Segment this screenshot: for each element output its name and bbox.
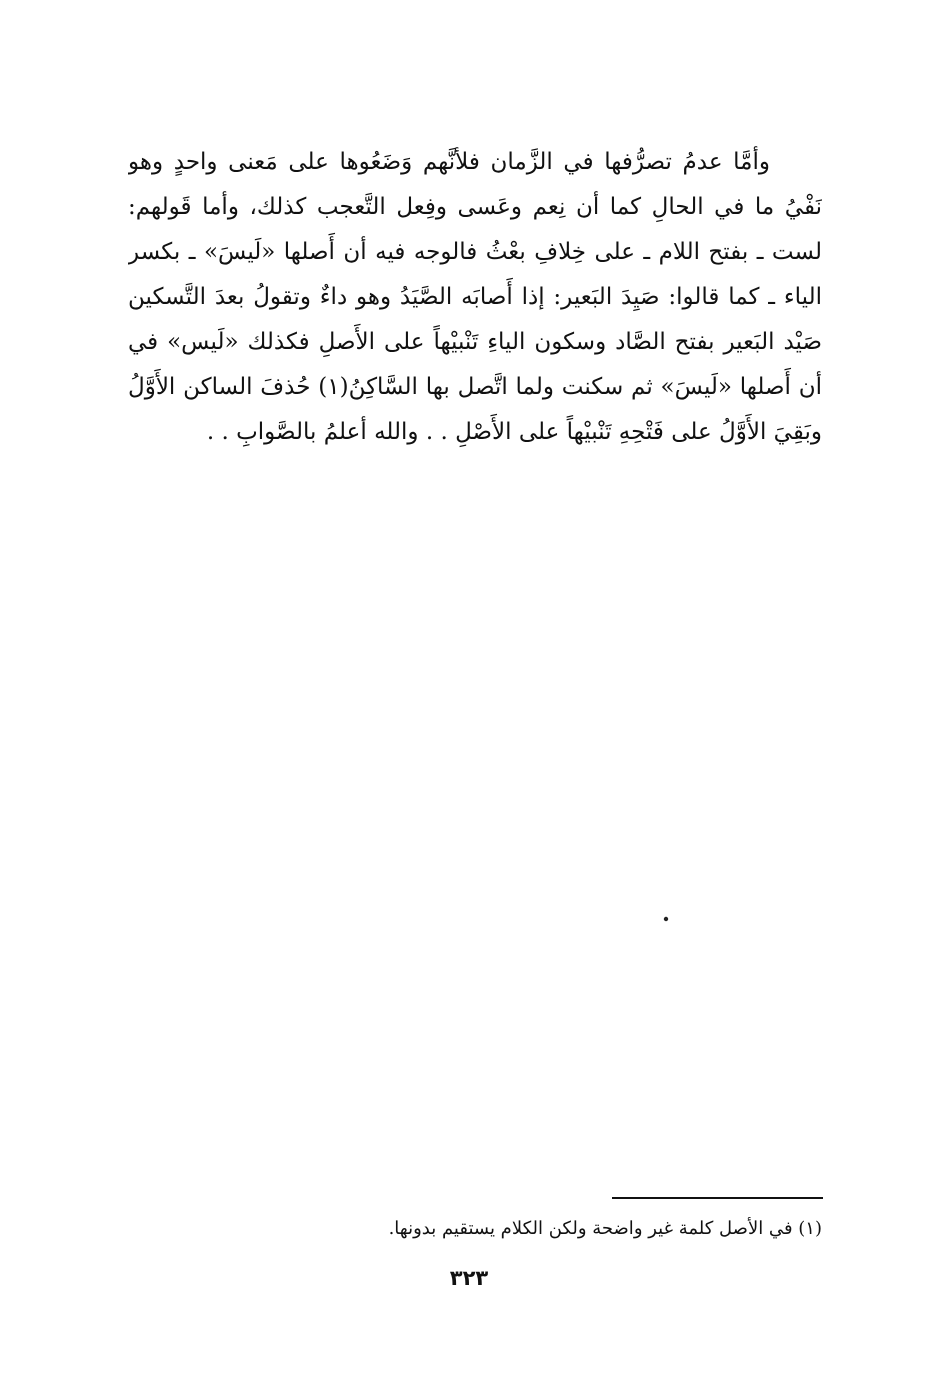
text-line-3: لست ـ بفتح اللام ـ على خِلافِ بعْثُ فالوجه فيه أن أَصلها «لَيسَ» ـ بكسر (128, 239, 822, 265)
text-line-2: نَفْيُ ما في الحالِ كما أن نِعم وعَسى وفِعل التَّعجب كذلك، وأما قَولهم: (128, 194, 822, 220)
text-line-6: أن أَصلها «لَيسَ» ثم سكنت ولما اتَّصل بها السَّاكِنُ(١) حُذفَ الساكن الأَوَّلُ (128, 374, 822, 400)
text-line-1: وأمَّا عدمُ تصرُّفها في الزَّمان فلأنَّهم وَضَعُوها على مَعنى واحدٍ وهو (128, 149, 770, 175)
footnote: (١) في الأصل كلمة غير واضحة ولكن الكلام يستقيم بدونها. (388, 1218, 822, 1239)
ink-speck (663, 916, 669, 922)
text-line-4: الياء ـ كما قالوا: صَيِدَ البَعير: إذا أَصابَه الصَّيَدُ وهو داءٌ وتقولُ بعدَ التَّسكين (128, 284, 822, 310)
page-number: ٣٢٣ (449, 1266, 489, 1290)
main-paragraph (128, 140, 822, 455)
text-line-7: وبَقِيَ الأَوَّلُ على فَتْحِهِ تَنْبيْهاً على الأَصْلِ . . والله أعلمُ بالصَّوابِ . . (206, 419, 822, 445)
text-line-5: صَيْد البَعير بفتح الصَّاد وسكون الياءِ تَنْبيْهاً على الأَصلِ فكذلك «لَيس» في (128, 329, 822, 355)
footnote-separator (612, 1197, 823, 1199)
